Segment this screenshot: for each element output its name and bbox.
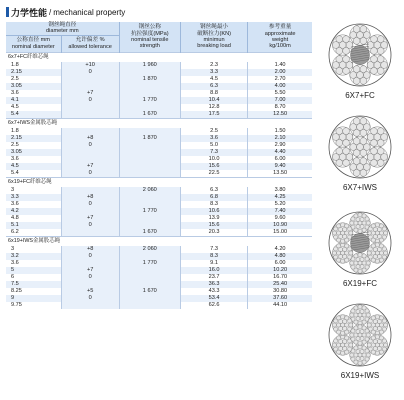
cell-nominal-diameter: 7.5 bbox=[6, 281, 61, 288]
cell-breaking-load: 17.5 bbox=[180, 111, 247, 119]
title-english: mechanical property bbox=[53, 7, 126, 17]
cell-breaking-load: 8.3 bbox=[180, 253, 247, 260]
table-row bbox=[6, 156, 312, 163]
table-row bbox=[6, 187, 312, 194]
cell-weight: 13.50 bbox=[273, 170, 288, 177]
cell-weight: 15.00 bbox=[273, 229, 288, 236]
header-weight-en: approximate bbox=[264, 30, 296, 37]
cell-tensile-strength: 1 770 bbox=[119, 97, 180, 104]
title-accent-bar bbox=[6, 7, 9, 17]
header-weight bbox=[248, 22, 312, 52]
cell-breaking-load: 5.0 bbox=[180, 142, 247, 149]
cell-nominal-diameter: 1.8 bbox=[11, 128, 19, 135]
cell-weight: 2.10 bbox=[248, 135, 312, 142]
rope-cross-section-image bbox=[327, 22, 393, 88]
header-breaking-en: minimun bbox=[203, 36, 225, 43]
cell-tensile-strength bbox=[119, 302, 180, 309]
cell-tensile-strength bbox=[119, 201, 180, 208]
cell-tensile-strength bbox=[119, 274, 180, 281]
header-breaking bbox=[180, 22, 247, 52]
cell-tensile-strength: 1 770 bbox=[119, 260, 180, 267]
cell-tolerance: 0 bbox=[61, 142, 119, 149]
cell-weight: 7.00 bbox=[248, 97, 312, 104]
cell-tolerance: +8 bbox=[61, 194, 119, 201]
table-row bbox=[6, 142, 312, 149]
group-header-row bbox=[6, 52, 312, 62]
cell-breaking-load: 3.3 bbox=[180, 69, 247, 76]
cell-breaking-load: 16.0 bbox=[180, 267, 247, 274]
table-body bbox=[6, 52, 312, 309]
cell-breaking-load: 12.8 bbox=[180, 104, 247, 111]
cell-breaking-load: 2.5 bbox=[180, 128, 247, 135]
cell-weight: 9.60 bbox=[274, 215, 286, 222]
cell-breaking-load: 8.3 bbox=[180, 201, 247, 208]
cell-tensile-strength bbox=[119, 267, 180, 274]
group-title: 6x7+IWS金属股芯绳 bbox=[6, 118, 312, 128]
cell-nominal-diameter: 3 bbox=[11, 246, 15, 253]
cell-nominal-diameter: 3 bbox=[11, 187, 15, 194]
cell-nominal-diameter: 3.05 bbox=[6, 149, 61, 156]
cell-tolerance bbox=[61, 83, 119, 90]
group-title: 6x19+FC纤维芯绳 bbox=[6, 177, 312, 187]
cell-tensile-strength bbox=[119, 149, 180, 156]
cell-nominal-diameter: 3.6 bbox=[11, 156, 19, 163]
group-header-row bbox=[6, 177, 312, 187]
cell-weight: 12.50 bbox=[248, 111, 312, 119]
cell-tensile-strength bbox=[119, 83, 180, 90]
mechanical-property-table bbox=[6, 22, 312, 309]
cell-breaking-load: 8.8 bbox=[180, 90, 247, 97]
cell-weight: 9.40 bbox=[248, 163, 312, 170]
cell-breaking-load: 6.3 bbox=[180, 187, 247, 194]
cell-weight: 10.20 bbox=[248, 267, 312, 274]
cell-nominal-diameter: 2.15 bbox=[6, 135, 61, 142]
cell-weight: 6.00 bbox=[274, 260, 286, 267]
table-row bbox=[6, 97, 312, 104]
cell-breaking-load: 2.3 bbox=[180, 62, 247, 69]
cell-tolerance: 0 bbox=[61, 295, 119, 302]
cell-tolerance bbox=[61, 208, 119, 215]
header-nominal-en: nominal diameter bbox=[11, 43, 55, 50]
cell-breaking-load: 6.3 bbox=[180, 83, 247, 90]
header-strength-cn2: 抗拉强度(MPa) bbox=[130, 30, 169, 37]
cell-weight: 6.00 bbox=[274, 156, 286, 163]
cell-weight: 2.90 bbox=[274, 142, 286, 149]
cell-nominal-diameter: 3.6 bbox=[11, 90, 19, 97]
cell-breaking-load: 7.3 bbox=[180, 149, 247, 156]
header-breaking-en2: breaking load bbox=[197, 43, 231, 50]
cell-tolerance bbox=[61, 104, 119, 111]
table-row bbox=[6, 83, 312, 90]
cell-tolerance bbox=[61, 229, 119, 237]
cell-nominal-diameter: 9 bbox=[6, 295, 61, 302]
group-title: 6x19+IWS金属股芯绳 bbox=[6, 236, 312, 246]
cell-weight: 3.80 bbox=[274, 187, 286, 194]
table-row bbox=[6, 222, 312, 229]
cell-tensile-strength bbox=[119, 69, 180, 76]
cell-tensile-strength bbox=[119, 215, 180, 222]
cell-weight: 8.70 bbox=[274, 104, 286, 111]
cell-weight: 4.25 bbox=[248, 194, 312, 201]
cell-tensile-strength bbox=[119, 253, 180, 260]
cell-weight: 4.20 bbox=[274, 246, 286, 253]
table-row bbox=[6, 104, 312, 111]
cell-weight: 4.80 bbox=[248, 253, 312, 260]
cell-tolerance bbox=[61, 302, 119, 309]
header-tolerance bbox=[61, 35, 119, 52]
cell-breaking-load: 36.3 bbox=[180, 281, 247, 288]
header-nominal-cn: 公称直径 mm bbox=[16, 37, 50, 44]
rope-label: 6X7+IWS bbox=[342, 183, 377, 192]
table-row bbox=[6, 170, 312, 178]
table-row bbox=[6, 215, 312, 222]
cell-weight: 2.70 bbox=[274, 76, 286, 83]
table-row bbox=[6, 229, 312, 237]
cell-tensile-strength: 2 060 bbox=[119, 187, 180, 194]
cell-tensile-strength bbox=[119, 194, 180, 201]
cell-nominal-diameter: 1.8 bbox=[11, 62, 19, 69]
cell-tensile-strength: 1 870 bbox=[119, 76, 180, 83]
table-row bbox=[6, 260, 312, 267]
cell-tolerance: +7 bbox=[61, 90, 119, 97]
cell-weight: 16.70 bbox=[273, 274, 288, 281]
cell-weight: 25.40 bbox=[248, 281, 312, 288]
cell-breaking-load: 23.7 bbox=[180, 274, 247, 281]
group-header-row bbox=[6, 236, 312, 246]
cell-weight: 37.60 bbox=[248, 295, 312, 302]
cell-breaking-load: 13.9 bbox=[180, 215, 247, 222]
cell-nominal-diameter: 3.6 bbox=[11, 201, 19, 208]
table-row bbox=[6, 281, 312, 288]
cell-tolerance bbox=[61, 281, 119, 288]
cell-weight: 1.50 bbox=[274, 128, 286, 135]
cell-tensile-strength bbox=[119, 142, 180, 149]
cell-weight: 5.50 bbox=[274, 90, 286, 97]
rope-label: 6X19+IWS bbox=[340, 371, 380, 380]
cell-tensile-strength bbox=[119, 295, 180, 302]
header-tolerance-cn: 允许偏差 % bbox=[75, 37, 105, 44]
cell-breaking-load: 43.3 bbox=[180, 288, 247, 295]
rope-diagram bbox=[318, 22, 402, 100]
cell-tolerance bbox=[61, 156, 119, 163]
cell-nominal-diameter: 3.3 bbox=[6, 194, 61, 201]
table-row bbox=[6, 194, 312, 201]
cell-nominal-diameter: 4.1 bbox=[6, 97, 61, 104]
cell-tolerance bbox=[61, 76, 119, 83]
rope-diagram bbox=[318, 114, 402, 192]
table-row bbox=[6, 69, 312, 76]
table-row bbox=[6, 295, 312, 302]
cell-tolerance: 0 bbox=[61, 97, 119, 104]
header-strength bbox=[119, 22, 180, 52]
cell-nominal-diameter: 5.4 bbox=[6, 111, 61, 119]
cell-tensile-strength: 1 870 bbox=[119, 135, 180, 142]
cell-tolerance: +10 bbox=[61, 62, 119, 69]
cell-breaking-load: 4.5 bbox=[180, 76, 247, 83]
cell-weight: 2.00 bbox=[248, 69, 312, 76]
cell-nominal-diameter: 2.5 bbox=[11, 76, 19, 83]
table-row bbox=[6, 208, 312, 215]
cell-breaking-load: 62.6 bbox=[180, 302, 247, 309]
cell-weight: 10.90 bbox=[248, 222, 312, 229]
cell-weight: 1.40 bbox=[274, 62, 286, 69]
cell-tolerance bbox=[61, 260, 119, 267]
rope-cross-section-image bbox=[327, 114, 393, 180]
cell-nominal-diameter: 2.15 bbox=[6, 69, 61, 76]
cell-breaking-load: 3.6 bbox=[180, 135, 247, 142]
cell-tolerance: +7 bbox=[61, 215, 119, 222]
cell-tolerance bbox=[61, 149, 119, 156]
rope-label: 6X7+FC bbox=[345, 91, 375, 100]
cell-tolerance: +7 bbox=[61, 163, 119, 170]
cell-tensile-strength bbox=[119, 156, 180, 163]
cell-nominal-diameter: 8.25 bbox=[11, 288, 22, 295]
header-breaking-cn: 钢丝绳最小 bbox=[200, 24, 229, 31]
header-diameter bbox=[6, 22, 119, 35]
cell-nominal-diameter: 6 bbox=[11, 274, 15, 281]
table-row bbox=[6, 128, 312, 135]
cell-tensile-strength bbox=[119, 281, 180, 288]
cell-breaking-load: 10.6 bbox=[180, 208, 247, 215]
table-row bbox=[6, 76, 312, 83]
cell-breaking-load: 7.3 bbox=[180, 246, 247, 253]
header-nominal bbox=[6, 35, 61, 52]
cell-nominal-diameter: 5 bbox=[6, 267, 61, 274]
cell-breaking-load: 10.0 bbox=[180, 156, 247, 163]
cell-breaking-load: 53.4 bbox=[180, 295, 247, 302]
cell-tensile-strength bbox=[119, 170, 180, 178]
cell-tensile-strength bbox=[119, 90, 180, 97]
rope-diagram bbox=[318, 210, 402, 288]
cell-breaking-load: 9.1 bbox=[180, 260, 247, 267]
cell-breaking-load: 10.4 bbox=[180, 97, 247, 104]
cell-nominal-diameter: 3.05 bbox=[6, 83, 61, 90]
header-weight-en2: weight bbox=[272, 36, 289, 43]
cell-breaking-load: 6.8 bbox=[180, 194, 247, 201]
group-header-row bbox=[6, 118, 312, 128]
title-chinese: 力学性能 bbox=[11, 7, 48, 18]
header-strength-en2: strength bbox=[139, 43, 160, 50]
table-row bbox=[6, 163, 312, 170]
table-row bbox=[6, 302, 312, 309]
cell-tolerance: +8 bbox=[61, 246, 119, 253]
cell-nominal-diameter: 2.5 bbox=[11, 142, 19, 149]
cell-nominal-diameter: 3.6 bbox=[11, 260, 19, 267]
table-row bbox=[6, 62, 312, 69]
header-strength-cn: 钢丝公称 bbox=[138, 24, 161, 31]
cell-tensile-strength: 1 670 bbox=[119, 111, 180, 119]
table-row bbox=[6, 288, 312, 295]
cell-breaking-load: 20.3 bbox=[180, 229, 247, 237]
cell-tolerance: 0 bbox=[61, 222, 119, 229]
table-row bbox=[6, 253, 312, 260]
cell-breaking-load: 15.6 bbox=[180, 163, 247, 170]
cell-tolerance: 0 bbox=[61, 201, 119, 208]
table-row bbox=[6, 90, 312, 97]
cell-weight: 44.10 bbox=[273, 302, 288, 309]
cell-tensile-strength bbox=[119, 104, 180, 111]
rope-diagram bbox=[318, 302, 402, 380]
table-row bbox=[6, 246, 312, 253]
cell-nominal-diameter: 4.5 bbox=[11, 104, 19, 111]
header-strength-en: nominal tensile bbox=[131, 36, 169, 43]
rope-cross-section-image bbox=[327, 302, 393, 368]
cell-tolerance: +5 bbox=[61, 288, 119, 295]
cell-weight: 4.40 bbox=[248, 149, 312, 156]
table-row bbox=[6, 201, 312, 208]
section-title bbox=[6, 6, 125, 18]
cell-tolerance bbox=[61, 128, 119, 135]
cell-tolerance: +8 bbox=[61, 135, 119, 142]
table-row bbox=[6, 274, 312, 281]
cell-tensile-strength bbox=[119, 128, 180, 135]
cell-tolerance: 0 bbox=[61, 69, 119, 76]
cell-tolerance bbox=[61, 187, 119, 194]
cell-tensile-strength: 1 670 bbox=[119, 229, 180, 237]
cell-tensile-strength: 1 770 bbox=[119, 208, 180, 215]
cell-nominal-diameter: 4.8 bbox=[11, 215, 19, 222]
header-diameter-cn: 钢丝绳直径 bbox=[48, 22, 77, 28]
cell-tolerance: 0 bbox=[61, 170, 119, 178]
cell-tensile-strength: 1 670 bbox=[119, 288, 180, 295]
cell-tensile-strength: 1 960 bbox=[119, 62, 180, 69]
rope-label: 6X19+FC bbox=[342, 279, 378, 288]
header-weight-unit: kg/100m bbox=[269, 43, 291, 50]
group-title: 6x7+FC纤维芯绳 bbox=[6, 52, 312, 62]
cell-nominal-diameter: 3.2 bbox=[6, 253, 61, 260]
title-separator: / bbox=[49, 7, 52, 17]
cell-tensile-strength bbox=[119, 222, 180, 229]
cell-breaking-load: 15.6 bbox=[180, 222, 247, 229]
table-row bbox=[6, 111, 312, 119]
cell-tolerance bbox=[61, 111, 119, 119]
cell-tolerance: 0 bbox=[61, 253, 119, 260]
cell-nominal-diameter: 9.75 bbox=[11, 302, 22, 309]
cell-weight: 4.00 bbox=[248, 83, 312, 90]
table-row bbox=[6, 267, 312, 274]
header-breaking-cn2: 破断拉力(KN) bbox=[197, 30, 231, 37]
cell-weight: 30.80 bbox=[273, 288, 288, 295]
table-row bbox=[6, 135, 312, 142]
cell-tensile-strength: 2 060 bbox=[119, 246, 180, 253]
header-diameter-en: diameter mm bbox=[46, 28, 79, 35]
cell-weight: 5.20 bbox=[274, 201, 286, 208]
cell-nominal-diameter: 5.4 bbox=[11, 170, 19, 177]
table-row bbox=[6, 149, 312, 156]
cell-tolerance: +7 bbox=[61, 267, 119, 274]
header-weight-cn: 参考重量 bbox=[268, 24, 292, 31]
cell-nominal-diameter: 6.2 bbox=[11, 229, 19, 236]
rope-cross-section-image bbox=[327, 210, 393, 276]
cell-tensile-strength bbox=[119, 163, 180, 170]
cell-weight: 7.40 bbox=[248, 208, 312, 215]
cell-nominal-diameter: 4.5 bbox=[6, 163, 61, 170]
header-tolerance-en: allowed tolerance bbox=[68, 43, 112, 50]
cell-breaking-load: 22.5 bbox=[180, 170, 247, 178]
cell-nominal-diameter: 4.2 bbox=[6, 208, 61, 215]
cell-tolerance: 0 bbox=[61, 274, 119, 281]
cell-nominal-diameter: 5.1 bbox=[6, 222, 61, 229]
